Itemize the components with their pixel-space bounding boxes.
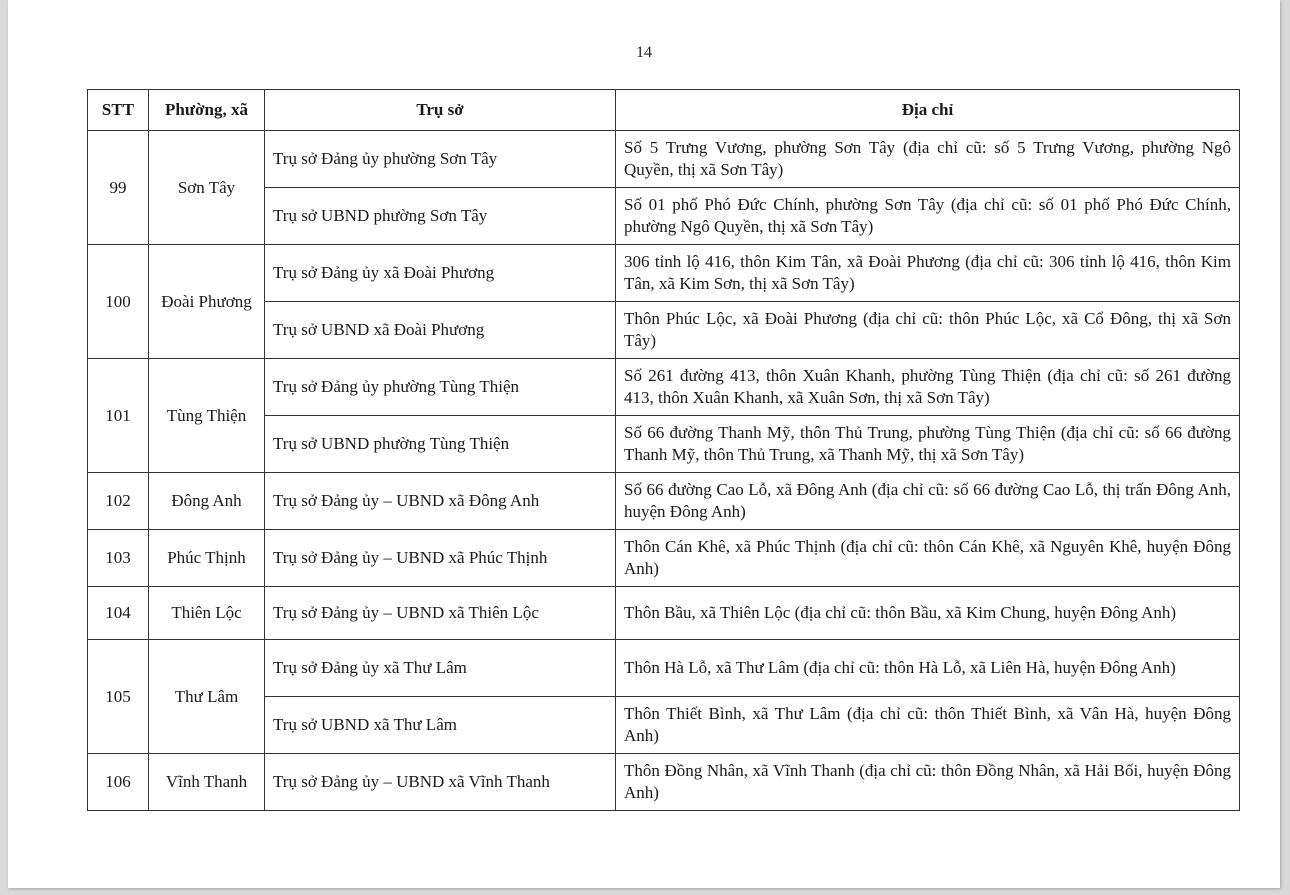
row-headquarters: Trụ sở Đảng ủy – UBND xã Phúc Thịnh <box>265 530 616 587</box>
table-row <box>88 131 1240 188</box>
row-headquarters: Trụ sở UBND phường Sơn Tây <box>265 188 616 245</box>
row-address: Số 66 đường Thanh Mỹ, thôn Thủ Trung, phường Tùng Thiện (địa chỉ cũ: số 66 đường Thanh Mỹ, thôn Thủ Trung, xã Thanh Mỹ, thị xã Sơn Tây) <box>616 416 1240 473</box>
row-stt: 100 <box>88 245 149 359</box>
row-address: Số 261 đường 413, thôn Xuân Khanh, phường Tùng Thiện (địa chỉ cũ: số 261 đường 413, thôn Xuân Khanh, xã Xuân Sơn, thị xã Sơn Tây) <box>616 359 1240 416</box>
row-headquarters: Trụ sở UBND xã Thư Lâm <box>265 697 616 754</box>
row-headquarters: Trụ sở UBND xã Đoài Phương <box>265 302 616 359</box>
row-stt: 101 <box>88 359 149 473</box>
header-ward: Phường, xã <box>149 90 265 131</box>
table-row <box>88 473 1240 530</box>
row-headquarters: Trụ sở Đảng ủy xã Đoài Phương <box>265 245 616 302</box>
row-address: Thôn Cán Khê, xã Phúc Thịnh (địa chỉ cũ: thôn Cán Khê, xã Nguyên Khê, huyện Đông Anh) <box>616 530 1240 587</box>
row-headquarters: Trụ sở Đảng ủy – UBND xã Vĩnh Thanh <box>265 754 616 811</box>
table-header-row <box>88 90 1240 131</box>
row-address: Thôn Hà Lỗ, xã Thư Lâm (địa chỉ cũ: thôn Hà Lỗ, xã Liên Hà, huyện Đông Anh) <box>616 640 1240 697</box>
document-page <box>8 0 1280 888</box>
page-number: 14 <box>636 44 652 61</box>
row-headquarters: Trụ sở UBND phường Tùng Thiện <box>265 416 616 473</box>
row-address: Thôn Phúc Lộc, xã Đoài Phương (địa chỉ cũ: thôn Phúc Lộc, xã Cổ Đông, thị xã Sơn Tây) <box>616 302 1240 359</box>
header-address: Địa chỉ <box>616 90 1240 131</box>
row-ward-name: Vĩnh Thanh <box>149 754 265 811</box>
row-stt: 103 <box>88 530 149 587</box>
row-headquarters: Trụ sở Đảng ủy – UBND xã Đông Anh <box>265 473 616 530</box>
table-row <box>88 587 1240 640</box>
row-address: Thôn Thiết Bình, xã Thư Lâm (địa chỉ cũ: thôn Thiết Bình, xã Vân Hà, huyện Đông Anh) <box>616 697 1240 754</box>
row-stt: 106 <box>88 754 149 811</box>
row-address: Thôn Bầu, xã Thiên Lộc (địa chỉ cũ: thôn Bầu, xã Kim Chung, huyện Đông Anh) <box>616 587 1240 640</box>
header-headquarters: Trụ sở <box>265 90 616 131</box>
row-address: Số 5 Trưng Vương, phường Sơn Tây (địa chỉ cũ: số 5 Trưng Vương, phường Ngô Quyền, thị xã Sơn Tây) <box>616 131 1240 188</box>
row-address: 306 tỉnh lộ 416, thôn Kim Tân, xã Đoài Phương (địa chỉ cũ: 306 tỉnh lộ 416, thôn Kim Tân, xã Kim Sơn, thị xã Sơn Tây) <box>616 245 1240 302</box>
row-stt: 105 <box>88 640 149 754</box>
header-stt: STT <box>88 90 149 131</box>
row-ward-name: Thiên Lộc <box>149 587 265 640</box>
row-address: Số 66 đường Cao Lỗ, xã Đông Anh (địa chỉ cũ: số 66 đường Cao Lỗ, thị trấn Đông Anh, huyện Đông Anh) <box>616 473 1240 530</box>
row-ward-name: Đoài Phương <box>149 245 265 359</box>
row-address: Số 01 phố Phó Đức Chính, phường Sơn Tây (địa chỉ cũ: số 01 phố Phó Đức Chính, phường Ngô Quyền, thị xã Sơn Tây) <box>616 188 1240 245</box>
row-stt: 102 <box>88 473 149 530</box>
row-ward-name: Thư Lâm <box>149 640 265 754</box>
row-ward-name: Sơn Tây <box>149 131 265 245</box>
table-row <box>88 359 1240 416</box>
row-address: Thôn Đồng Nhân, xã Vĩnh Thanh (địa chỉ cũ: thôn Đồng Nhân, xã Hải Bối, huyện Đông Anh) <box>616 754 1240 811</box>
table-row <box>88 640 1240 697</box>
row-headquarters: Trụ sở Đảng ủy – UBND xã Thiên Lộc <box>265 587 616 640</box>
row-ward-name: Đông Anh <box>149 473 265 530</box>
row-headquarters: Trụ sở Đảng ủy phường Tùng Thiện <box>265 359 616 416</box>
row-stt: 99 <box>88 131 149 245</box>
table-row <box>88 245 1240 302</box>
row-ward-name: Tùng Thiện <box>149 359 265 473</box>
office-address-table <box>87 89 1240 811</box>
row-stt: 104 <box>88 587 149 640</box>
table-row <box>88 754 1240 811</box>
row-ward-name: Phúc Thịnh <box>149 530 265 587</box>
table-row <box>88 530 1240 587</box>
row-headquarters: Trụ sở Đảng ủy xã Thư Lâm <box>265 640 616 697</box>
row-headquarters: Trụ sở Đảng ủy phường Sơn Tây <box>265 131 616 188</box>
